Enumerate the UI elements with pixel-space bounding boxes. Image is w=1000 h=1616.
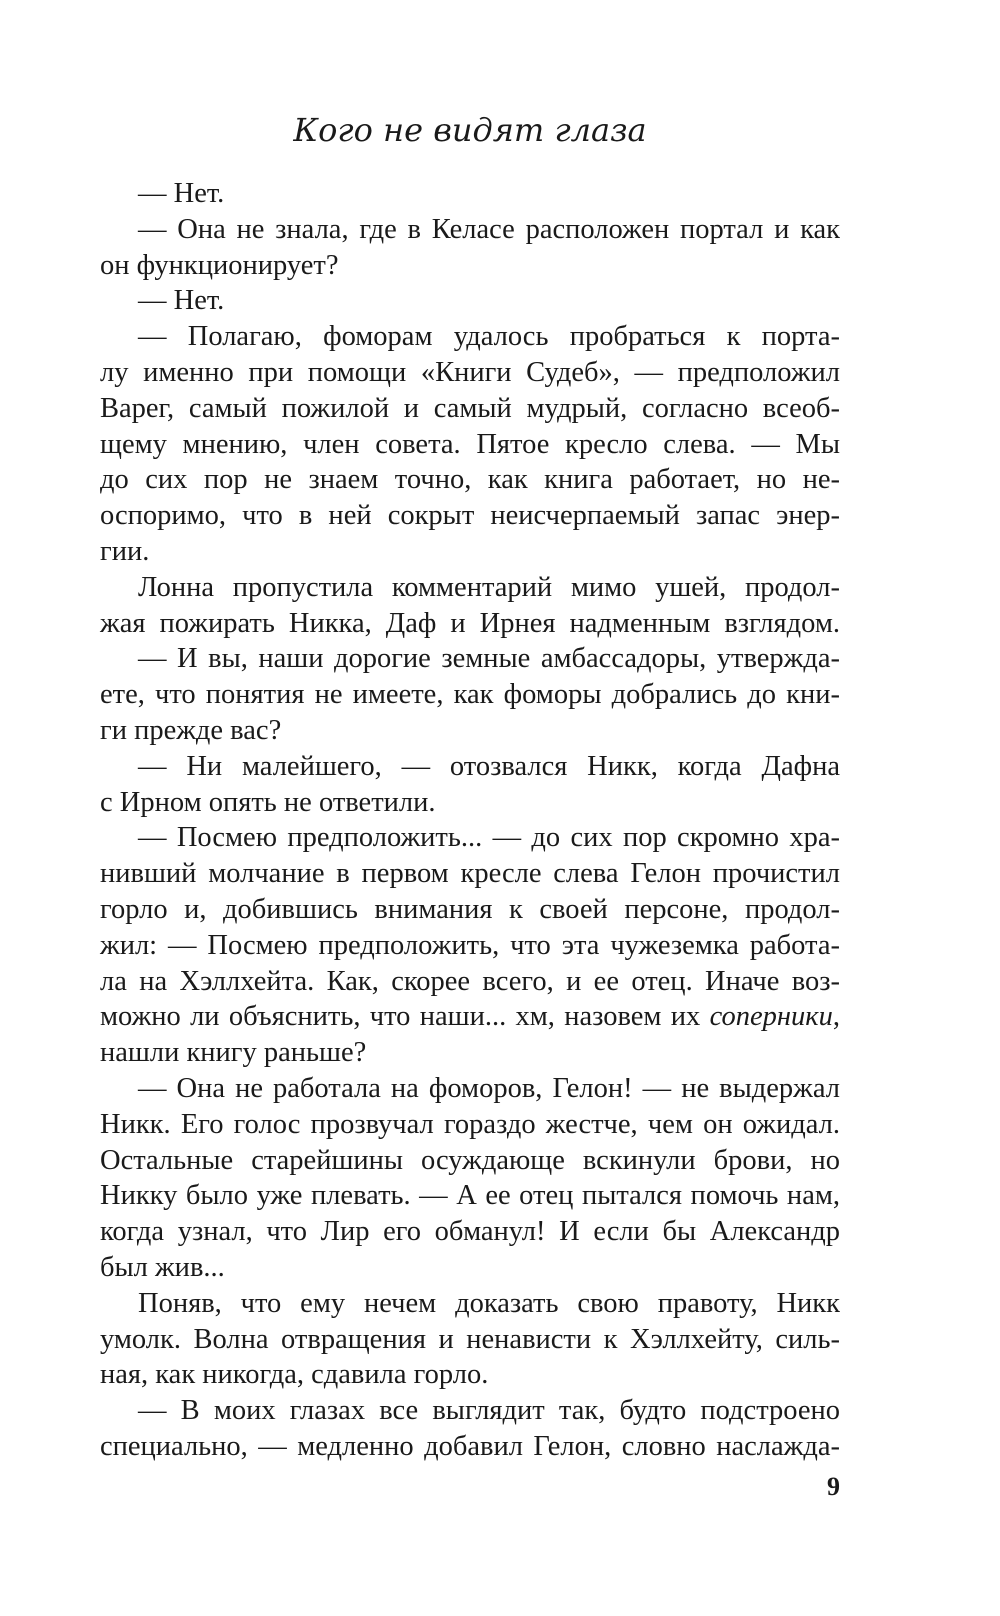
text-line-content: ете, что понятия не имеете, как фоморы добрались до кни-: [100, 679, 840, 711]
text-line: [100, 1071, 840, 1107]
text-line-content: можно ли объяснить, что наши... хм, назовем их: [100, 1001, 710, 1033]
text-line: [100, 677, 840, 713]
text-line: [100, 319, 840, 355]
text-line: [100, 1250, 840, 1286]
text-line-content: умолк. Волна отвращения и ненависти к Хэллхейту, силь-: [100, 1323, 840, 1355]
emphasis-word: соперники: [709, 1001, 833, 1033]
text-line: [100, 749, 840, 785]
text-line-content: щему мнению, член совета. Пятое кресло слева. — Мы: [100, 428, 840, 460]
text-line-content: Остальные старейшины осуждающе вскинули брови, но: [100, 1144, 840, 1176]
text-line: [100, 1035, 840, 1071]
text-line-content: ла на Хэллхейта. Как, скорее всего, и ее отец. Иначе воз-: [100, 965, 840, 997]
text-line-content: специально, — медленно добавил Гелон, словно наслажда-: [100, 1430, 840, 1462]
text-line-content: — Посмею предположить... — до сих пор скромно хра-: [138, 822, 840, 854]
text-line-content: Никку было уже плевать. — А ее отец пытался помочь нам,: [100, 1180, 840, 1212]
text-line-content: — Ни малейшего, — отозвался Никк, когда Дафна: [138, 750, 840, 782]
text-line: [100, 248, 840, 284]
text-line-content: лу именно при помощи «Книги Судеб», — предположил: [100, 356, 840, 388]
text-line: [100, 391, 840, 427]
text-line-content: ная, как никогда, сдавила горло.: [100, 1359, 489, 1391]
text-line-content: Лонна пропустила комментарий мимо ушей, продол-: [138, 571, 840, 603]
text-line: [100, 713, 840, 749]
text-line-content: Поняв, что ему нечем доказать свою правоту, Никк: [138, 1287, 840, 1319]
text-line-content: Варег, самый пожилой и самый мудрый, согласно всеоб-: [100, 392, 840, 424]
text-line: [100, 1178, 840, 1214]
text-line: [100, 1393, 840, 1429]
text-line: [100, 1322, 840, 1358]
text-line-content: оспоримо, что в ней сокрыт неисчерпаемый запас энер-: [100, 500, 840, 532]
text-line: [100, 856, 840, 892]
running-title: Кого не видят глаза: [293, 111, 647, 149]
text-line-content: — Она не работала на фоморов, Гелон! — не выдержал: [138, 1072, 840, 1104]
text-line: [100, 606, 840, 642]
text-line-content: гии.: [100, 535, 150, 567]
text-line: [100, 785, 840, 821]
text-line-content: когда узнал, что Лир его обманул! И если бы Александр: [100, 1216, 840, 1248]
text-line: [100, 892, 840, 928]
text-line: [100, 964, 840, 1000]
body-text: [100, 176, 840, 1465]
text-line: [100, 534, 840, 570]
text-line-content: — Она не знала, где в Келасе расположен портал и как: [138, 213, 840, 245]
text-line: [100, 1429, 840, 1465]
text-line-content: — В моих глазах все выглядит так, будто подстроено: [138, 1395, 840, 1427]
text-line-content: — Нет.: [138, 178, 225, 209]
text-line: [100, 1357, 840, 1393]
text-line-content: был жив...: [100, 1251, 225, 1283]
text-line-content: ги прежде вас?: [100, 714, 282, 746]
text-line: [100, 570, 840, 606]
text-line-content: он функционирует?: [100, 249, 339, 281]
punctuation: ,: [832, 1001, 840, 1033]
text-line: [100, 283, 840, 319]
text-line-content: — И вы, наши дорогие земные амбассадоры, утвержда-: [138, 643, 840, 675]
text-line-content: нашли книгу раньше?: [100, 1037, 367, 1069]
page-number: 9: [827, 1472, 840, 1501]
text-line-content: Никк. Его голос прозвучал гораздо жестче, чем он ожидал.: [100, 1108, 840, 1140]
text-line: [100, 999, 840, 1035]
text-line-content: жая пожирать Никка, Даф и Ирнея надменным взглядом.: [100, 607, 840, 639]
text-line-content: до сих пор не знаем точно, как книга работает, но не-: [100, 464, 840, 496]
text-line-content: с Ирном опять не ответили.: [100, 786, 436, 818]
text-line: [100, 820, 840, 856]
text-line: [100, 427, 840, 463]
text-line: [100, 641, 840, 677]
text-line: [100, 212, 840, 248]
text-line: [100, 462, 840, 498]
text-line-content: нивший молчание в первом кресле слева Гелон прочистил: [100, 858, 840, 890]
text-line: [100, 1286, 840, 1322]
text-line-content: жил: — Посмею предположить, что эта чужеземка работа-: [100, 929, 840, 961]
text-line: [100, 928, 840, 964]
text-line: [100, 176, 840, 212]
text-line: [100, 355, 840, 391]
text-line-content: — Полагаю, фоморам удалось пробраться к порта-: [138, 321, 840, 353]
text-line: [100, 1107, 840, 1143]
text-line-content: горло и, добившись внимания к своей персоне, продол-: [100, 893, 840, 925]
text-line: [100, 1214, 840, 1250]
text-line-content: — Нет.: [138, 285, 225, 317]
text-line: [100, 1143, 840, 1179]
text-line: [100, 498, 840, 534]
